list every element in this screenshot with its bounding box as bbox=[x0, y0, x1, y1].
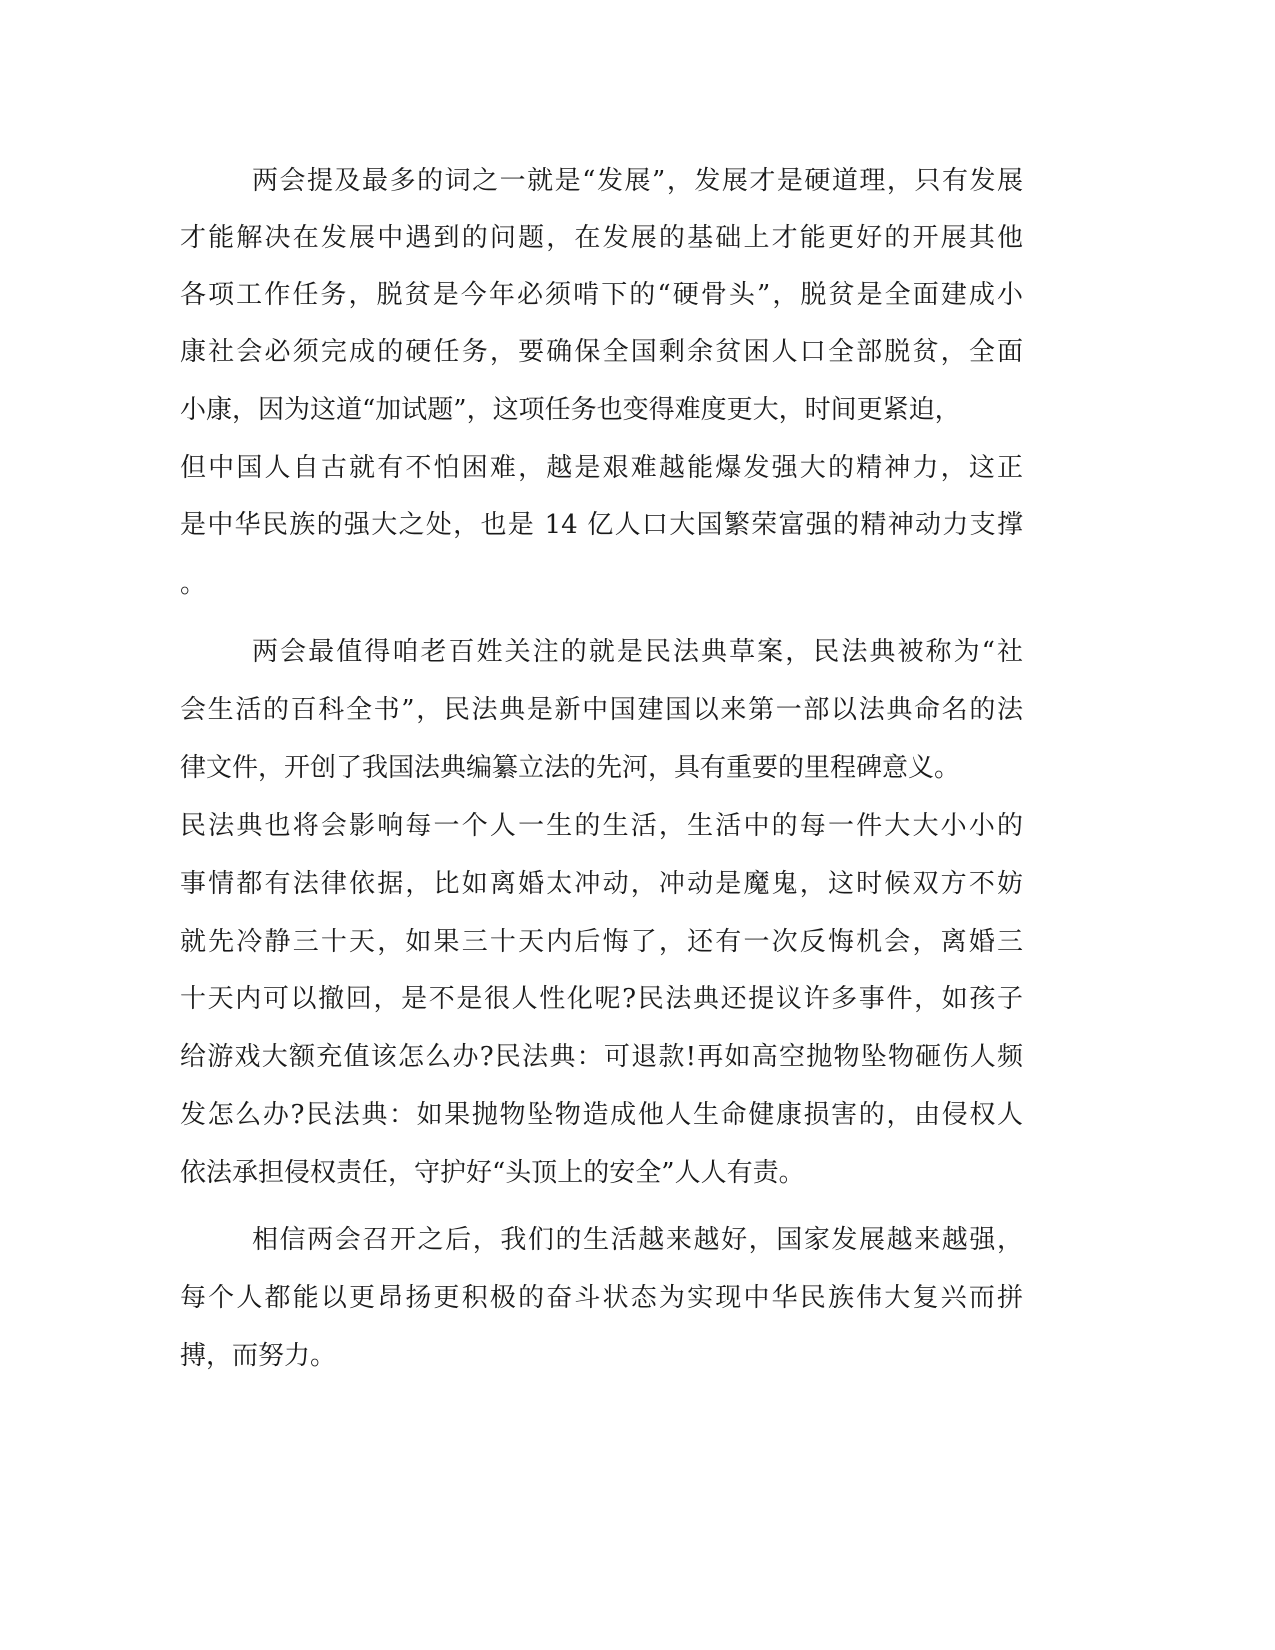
paragraph-1-line-8: 。 bbox=[180, 569, 207, 599]
paragraph-3-line-2: 每个人都能以更昂扬更积极的奋斗状态为实现中华民族伟大复兴而拼 bbox=[180, 1283, 1023, 1313]
paragraph-1-line-3: 各项工作任务，脱贫是今年必须啃下的“硬骨头”，脱贫是全面建成小 bbox=[180, 280, 1023, 310]
paragraph-2-line-5: 事情都有法律依据，比如离婚太冲动，冲动是魔鬼，这时候双方不妨 bbox=[180, 869, 1023, 899]
paragraph-2-line-4: 民法典也将会影响每一个人一生的生活，生活中的每一件大大小小的 bbox=[180, 811, 1023, 841]
paragraph-2-line-3: 律文件，开创了我国法典编纂立法的先河，具有重要的里程碑意义。 bbox=[180, 753, 961, 783]
paragraph-3-line-3: 搏，而努力。 bbox=[180, 1341, 337, 1371]
paragraph-2-line-8: 给游戏大额充值该怎么办?民法典：可退款!再如高空抛物坠物砸伤人频 bbox=[180, 1042, 1023, 1072]
paragraph-1-line-2: 才能解决在发展中遇到的问题，在发展的基础上才能更好的开展其他 bbox=[180, 223, 1023, 253]
paragraph-1-line-1: 两会提及最多的词之一就是“发展”，发展才是硬道理，只有发展 bbox=[252, 166, 1023, 196]
paragraph-2-line-2: 会生活的百科全书”，民法典是新中国建国以来第一部以法典命名的法 bbox=[180, 695, 1023, 725]
paragraph-2-line-1: 两会最值得咱老百姓关注的就是民法典草案，民法典被称为“社 bbox=[252, 637, 1023, 667]
paragraph-3-line-1: 相信两会召开之后，我们的生活越来越好，国家发展越来越强， bbox=[252, 1225, 1023, 1255]
paragraph-1-line-7: 是中华民族的强大之处，也是 14 亿人口大国繁荣富强的精神动力支撑 bbox=[180, 510, 1023, 540]
paragraph-1-line-6: 但中国人自古就有不怕困难，越是艰难越能爆发强大的精神力，这正 bbox=[180, 453, 1023, 483]
paragraph-1-line-5: 小康，因为这道“加试题”，这项任务也变得难度更大，时间更紧迫， bbox=[180, 395, 961, 425]
paragraph-2-line-6: 就先冷静三十天，如果三十天内后悔了，还有一次反悔机会，离婚三 bbox=[180, 927, 1023, 957]
paragraph-2-line-7: 十天内可以撤回，是不是很人性化呢?民法典还提议许多事件，如孩子 bbox=[180, 984, 1023, 1014]
paragraph-2-line-9: 发怎么办?民法典：如果抛物坠物造成他人生命健康损害的，由侵权人 bbox=[180, 1100, 1023, 1130]
paragraph-1-line-4: 康社会必须完成的硬任务，要确保全国剩余贫困人口全部脱贫，全面 bbox=[180, 337, 1023, 367]
paragraph-2-line-10: 依法承担侵权责任，守护好“头顶上的安全”人人有责。 bbox=[180, 1158, 805, 1188]
